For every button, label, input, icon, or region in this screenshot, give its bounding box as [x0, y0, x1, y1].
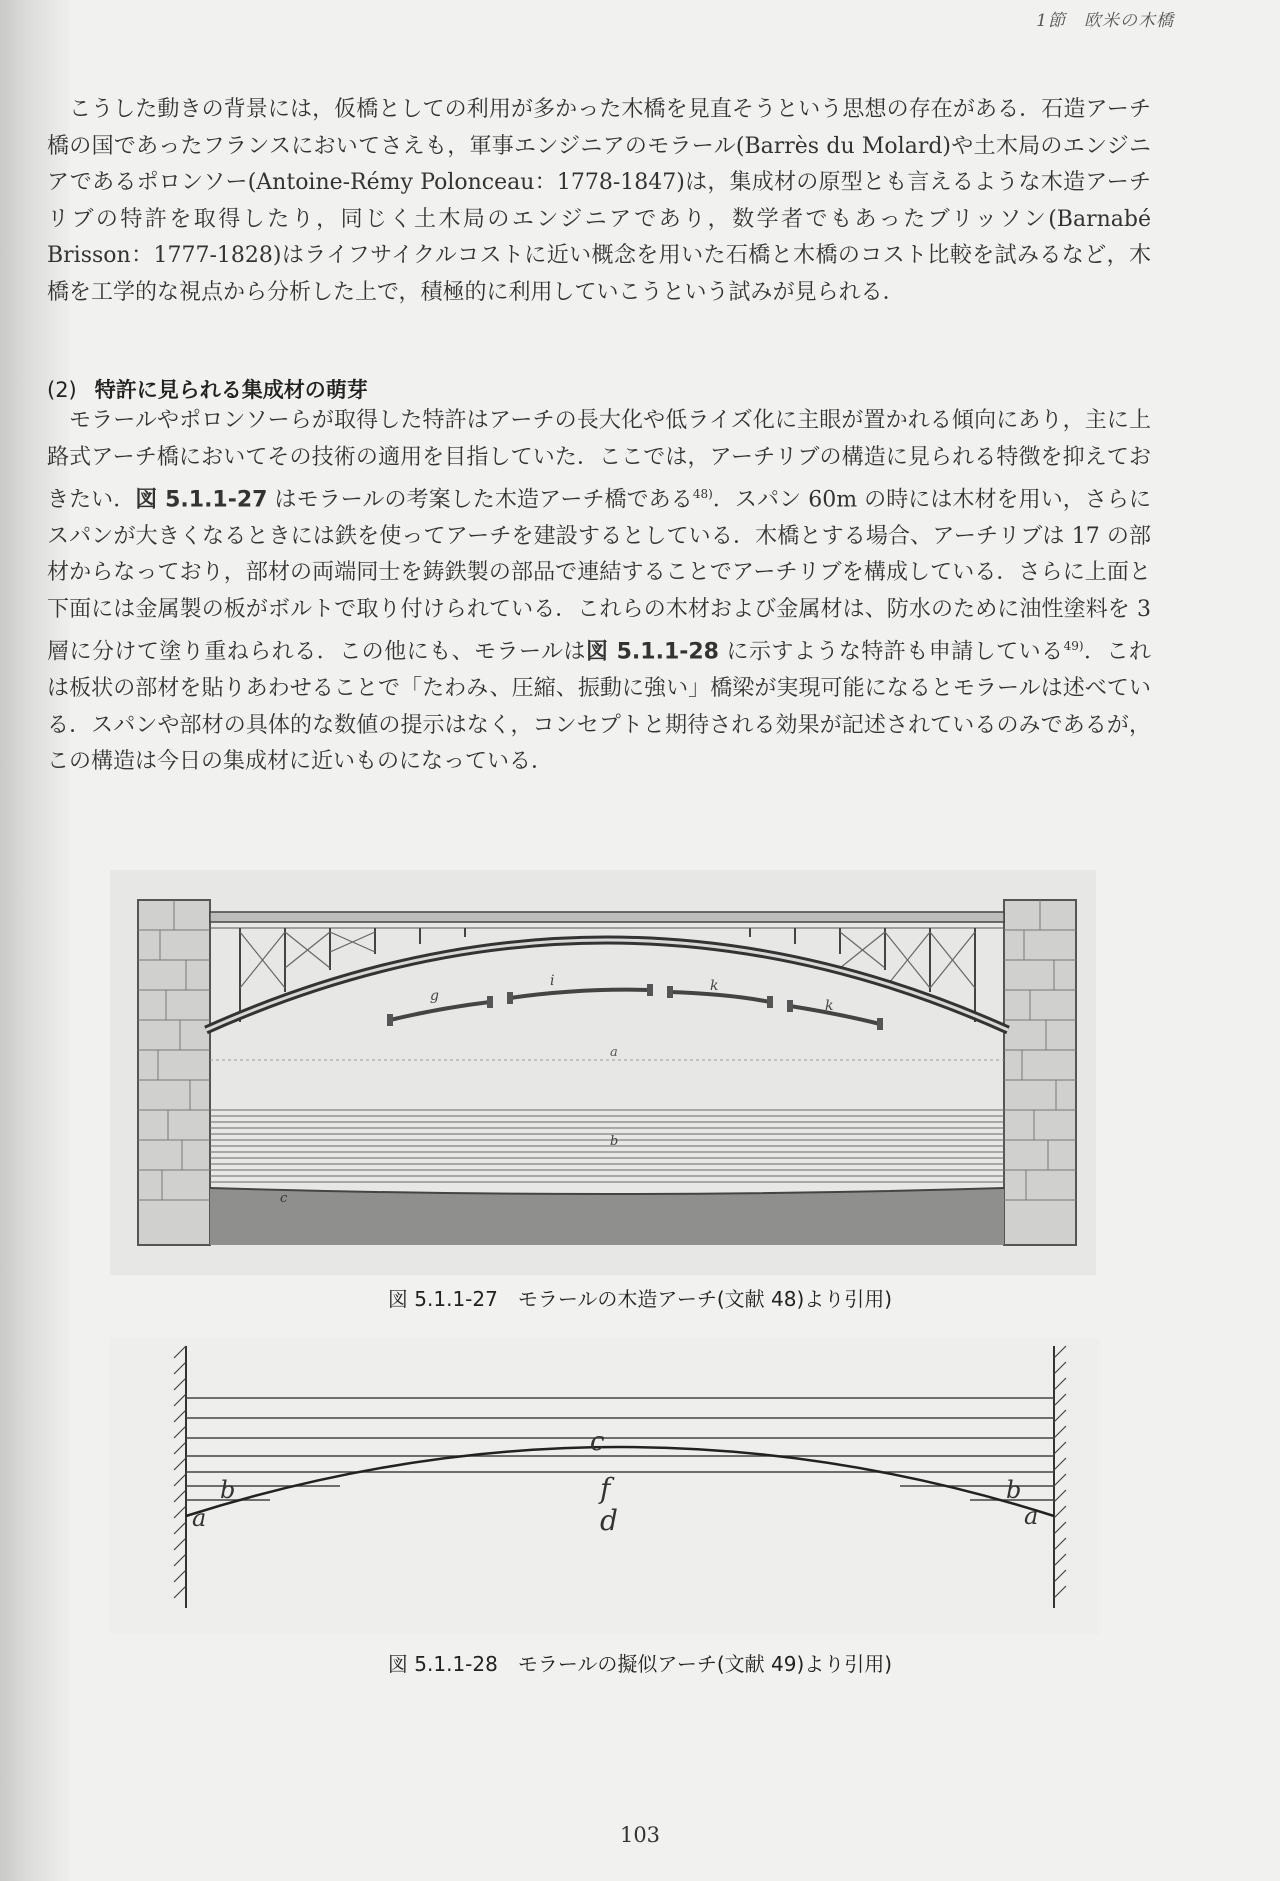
- paragraph-2-part: ．これは板状の部材を貼りあわせることで「たわみ、圧縮、振動に強い」橋梁が実現可能になるとモラールは述べている．スパンや部材の具体的な数値の提示はなく，コンセプトと期待される効果が記述されているのみであるが，この構造は今日の集成材に近いものになっている．: [47, 639, 1152, 775]
- label-f: f: [600, 1472, 611, 1505]
- label-k-2: k: [825, 998, 834, 1014]
- paragraph-1: [47, 92, 1151, 311]
- section-number: (2): [47, 378, 77, 402]
- label-k-1: k: [710, 978, 719, 994]
- paragraph-2-part: ．スパン 60m の時には木材を用い，さらにスパンが大きくなるときには鉄を使ってアーチを建設するとしている．木橋とする場合、アーチリブは 17 の部材からなっており，部材の両端同士を鋳鉄製の部品で連結することでアーチリブを構成している．さらに上面と下面には金属製の板がボルトで取り付けられている．これらの木材および金属材は、防水のために油性塗料を 3 層に分けて塗り重ねられる．この他にも、モラールは: [47, 487, 1152, 665]
- pseudo-arch-diagram: [110, 1338, 1100, 1634]
- bridge-deck: [210, 912, 1004, 922]
- figure-28-caption: 図 5.1.1-28 モラールの擬似アーチ(文献 49)より引用): [387, 1652, 893, 1676]
- left-abutment: [138, 900, 210, 1245]
- river-bed: [210, 1188, 1004, 1245]
- label-b: b: [610, 1134, 619, 1149]
- section-heading: [47, 374, 368, 404]
- right-abutment: [1004, 900, 1076, 1245]
- figure-27-caption: 図 5.1.1-27 モラールの木造アーチ(文献 48)より引用): [387, 1287, 893, 1311]
- paragraph-2-part: はモラールの考案した木造アーチ橋である: [267, 487, 693, 513]
- figure-pseudo-arch: [110, 1338, 1100, 1634]
- citation: 49): [1063, 639, 1084, 654]
- label-a: a: [610, 1045, 618, 1060]
- label-b-right: b: [1006, 1476, 1022, 1504]
- running-head: 1節 欧米の木橋: [1036, 11, 1174, 31]
- label-b-left: b: [220, 1476, 236, 1504]
- citation: 48): [692, 487, 713, 501]
- wooden-arch-illustration: [110, 870, 1096, 1275]
- paragraph-2: [47, 403, 1151, 781]
- label-c: c: [280, 1191, 288, 1206]
- page-number: 103: [619, 1823, 661, 1847]
- paragraph-2-text: [47, 403, 1151, 781]
- label-d: d: [600, 1504, 618, 1537]
- label-g: g: [430, 988, 439, 1004]
- paragraph-2-part: モラールやポロンソーらが取得した特許はアーチの長大化や低ライズ化に主眼が置かれる傾向にあり，主に上路式アーチ橋においてその技術の適用を目指していた．ここでは，アーチリブの構造に見られる特徴を抑えておきたい．: [47, 408, 1151, 513]
- label-a-right: a: [1024, 1502, 1039, 1530]
- label-i: i: [550, 973, 555, 989]
- section-title: 特許に見られる集成材の萌芽: [94, 378, 368, 402]
- paragraph-2-part: に示すような特許も申請している: [719, 639, 1064, 665]
- paragraph-1-text: こうした動きの背景には，仮橋としての利用が多かった木橋を見直そうという思想の存在がある．石造アーチ橋の国であったフランスにおいてさえも，軍事エンジニアのモラール(Barrès du Molard)や土木局のエンジニアであるポロンソー(Antoine-Rémy Polonceau：1778-1847)は，集成材の原型とも言えるような木造アーチリブの特許を取得したり，同じく土木局のエンジニアであり，数学者でもあったブリッソン(Barnabé Brisson：1777-1828)はライフサイクルコストに近い概念を用いた石橋と木橋のコスト比較を試みるなど，木橋を工学的な視点から分析した上で，積極的に利用していこうという試みが見られる．: [47, 97, 1152, 305]
- figure-reference: 図 5.1.1-27: [135, 487, 268, 513]
- label-c: c: [590, 1427, 605, 1457]
- figure-reference: 図 5.1.1-28: [586, 639, 719, 665]
- label-a-left: a: [192, 1504, 207, 1532]
- figure-wooden-arch: [110, 870, 1096, 1275]
